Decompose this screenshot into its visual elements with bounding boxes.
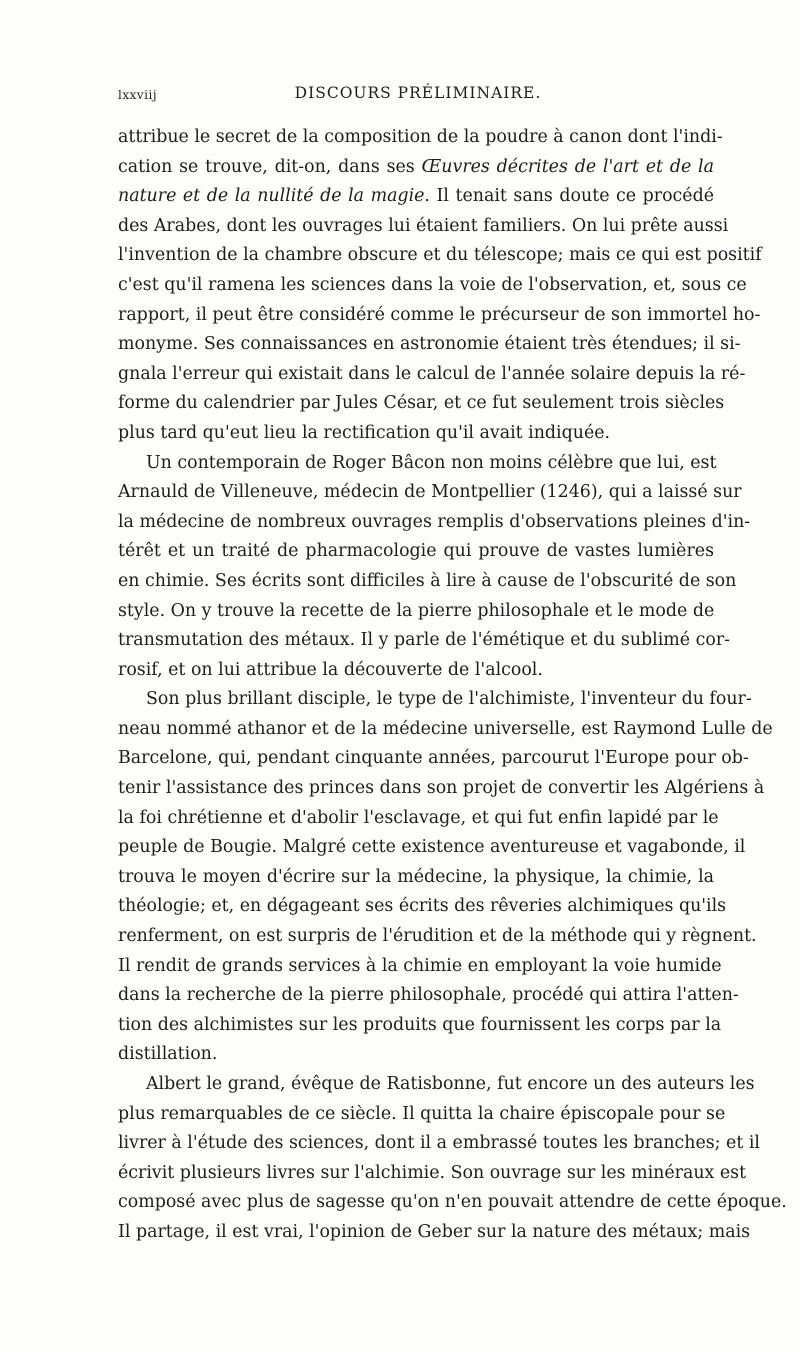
text-line: attribue le secret de la composition de la poudre à canon dont l'indi- xyxy=(118,127,723,147)
text-line: la médecine de nombreux ouvrages remplis d'observations pleines d'in- xyxy=(118,511,751,532)
paragraph-start: Albert le grand, évêque de Ratisbonne, fut encore un des auteurs les xyxy=(146,1074,755,1094)
text-line: distillation. xyxy=(118,1044,218,1065)
body-text xyxy=(118,123,787,1248)
text-line: plus tard qu'eut lieu la rectification qu'il avait indiquée. xyxy=(118,422,611,443)
page-number: lxxviij xyxy=(118,88,158,102)
book-title: nature et de la nullité de la magie xyxy=(118,186,425,207)
text-line: monyme. Ses connaissances en astronomie étaient très étendues; il si- xyxy=(118,334,741,355)
text-line: tion des alchimistes sur les produits que fournissent les corps par la xyxy=(118,1014,722,1035)
text-line: térêt et un traité de pharmacologie qui prouve de vastes lumières xyxy=(118,541,714,562)
text-line: rosif, et on lui attribue la découverte de l'alcool. xyxy=(118,659,543,680)
book-title: Œuvres décrites de l'art et de la xyxy=(421,156,714,177)
text-line: style. On y trouve la recette de la pierre philosophale et le mode de xyxy=(118,600,715,621)
text-line: nature et de la nullité de la magie. Il tenait sans doute ce procédé xyxy=(118,186,714,207)
text-line: des Arabes, dont les ouvrages lui étaient familiers. On lui prête aussi xyxy=(118,215,729,236)
text-line: renferment, on est surpris de l'érudition et de la méthode qui y règnent. xyxy=(118,926,757,947)
text-line: gnala l'erreur qui existait dans le calcul de l'année solaire depuis la ré- xyxy=(118,363,746,384)
running-title: DISCOURS PRÉLIMINAIRE. xyxy=(294,84,542,102)
text-line: c'est qu'il ramena les sciences dans la voie de l'observation, et, sous ce xyxy=(118,274,747,295)
text-line: Il partage, il est vrai, l'opinion de Geber sur la nature des métaux; mais xyxy=(118,1221,751,1242)
text-line: forme du calendrier par Jules César, et ce fut seulement trois siècles xyxy=(118,393,725,414)
paragraph-start: Un contemporain de Roger Bâcon non moins célèbre que lui, est xyxy=(146,452,717,473)
text-line: neau nommé athanor et de la médecine universelle, est Raymond Lulle de xyxy=(118,718,773,739)
running-head xyxy=(118,84,718,108)
text-line: plus remarquables de ce siècle. Il quitta la chaire épiscopale pour se xyxy=(118,1103,726,1124)
text-line: la foi chrétienne et d'abolir l'esclavage, et qui fut enfin lapidé par le xyxy=(118,807,719,828)
text-line: rapport, il peut être considéré comme le précurseur de son immortel ho- xyxy=(118,304,761,325)
text-line: dans la recherche de la pierre philosophale, procédé qui attira l'atten- xyxy=(118,985,739,1006)
text-line: cation se trouve, dit-on, dans ses Œuvres décrites de l'art et de la xyxy=(118,156,714,177)
text-line: peuple de Bougie. Malgré cette existence aventureuse et vagabonde, il xyxy=(118,837,746,858)
text-line: Arnauld de Villeneuve, médecin de Montpellier (1246), qui a laissé sur xyxy=(118,482,742,503)
text-line: trouva le moyen d'écrire sur la médecine, la physique, la chimie, la xyxy=(118,866,714,887)
text-line: tenir l'assistance des princes dans son projet de convertir les Algériens à xyxy=(118,778,765,799)
text-line: transmutation des métaux. Il y parle de l'émétique et du sublimé cor- xyxy=(118,630,731,651)
text-line: théologie; et, en dégageant ses écrits des rêveries alchimiques qu'ils xyxy=(118,896,727,917)
text-line: Il rendit de grands services à la chimie en employant la voie humide xyxy=(118,955,722,976)
text-line: l'invention de la chambre obscure et du télescope; mais ce qui est positif xyxy=(118,245,762,266)
text-line: en chimie. Ses écrits sont difficiles à lire à cause de l'obscurité de son xyxy=(118,570,737,591)
text-line: livrer à l'étude des sciences, dont il a embrassé toutes les branches; et il xyxy=(118,1133,760,1154)
text-line: écrivit plusieurs livres sur l'alchimie. Son ouvrage sur les minéraux est xyxy=(118,1162,747,1183)
text-line: composé avec plus de sagesse qu'on n'en pouvait attendre de cette époque. xyxy=(118,1192,787,1213)
text-line: Barcelone, qui, pendant cinquante années, parcourut l'Europe pour ob- xyxy=(118,748,749,769)
paragraph-start: Son plus brillant disciple, le type de l'alchimiste, l'inventeur du four- xyxy=(146,689,752,710)
